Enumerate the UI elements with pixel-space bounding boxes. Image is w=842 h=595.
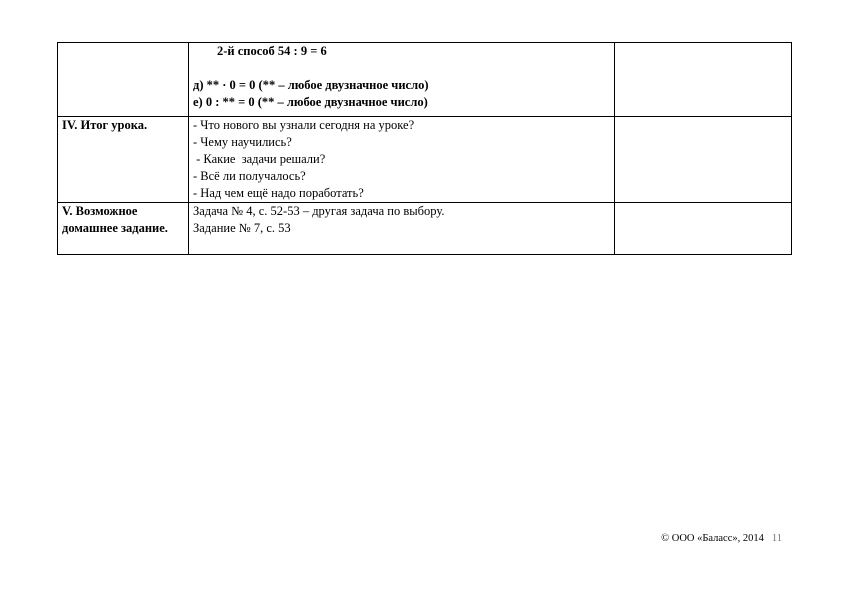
content-cell	[189, 117, 615, 203]
stage-title: V. Возможное	[62, 204, 138, 218]
stage-cell	[58, 43, 189, 117]
table-row	[58, 43, 792, 117]
table-row	[58, 117, 792, 203]
stage-title-continued: домашнее задание.	[62, 221, 168, 235]
page-footer	[620, 533, 782, 544]
homework-task: Задача № 4, с. 52-53 – другая задача по выбору.	[193, 204, 445, 218]
task-e-line: е) 0 : ** = 0 (** – любое двузначное число)	[193, 95, 428, 109]
question-item: - Всё ли получалось?	[193, 169, 306, 183]
spacer	[193, 60, 610, 77]
content-cell	[189, 203, 615, 255]
copyright-text: © ООО «Баласс», 2014	[661, 533, 764, 544]
question-item: - Над чем ещё надо поработать?	[193, 186, 364, 200]
stage-cell	[58, 117, 189, 203]
question-item: - Чему научились?	[193, 135, 292, 149]
stage-cell	[58, 203, 189, 255]
table-row	[58, 203, 792, 255]
question-item: - Что нового вы узнали сегодня на уроке?	[193, 118, 415, 132]
notes-cell	[615, 43, 792, 117]
task-d-line: д) ** · 0 = 0 (** – любое двузначное число)	[193, 78, 429, 92]
lesson-plan-table	[57, 42, 792, 255]
notes-cell	[615, 203, 792, 255]
question-item: - Какие задачи решали?	[193, 152, 326, 166]
stage-title: IV. Итог урока.	[62, 118, 148, 132]
method-line: 2-й способ 54 : 9 = 6	[217, 44, 327, 58]
homework-task: Задание № 7, с. 53	[193, 221, 291, 235]
notes-cell	[615, 117, 792, 203]
page-number: 11	[771, 533, 782, 544]
content-cell	[189, 43, 615, 117]
